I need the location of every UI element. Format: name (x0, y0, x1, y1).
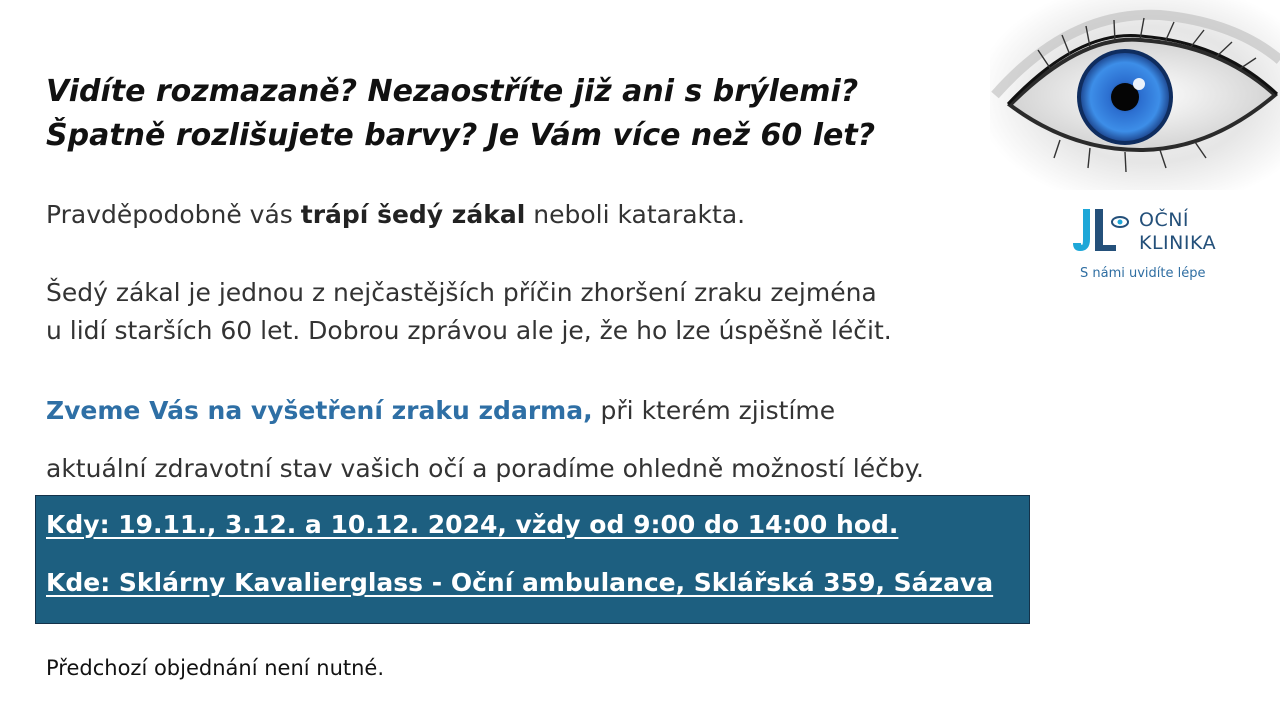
logo-text-line-2: KLINIKA (1139, 232, 1217, 254)
headline-line-1: Vidíte rozmazaně? Nezaostříte již ani s brýlemi? (46, 74, 859, 109)
cataract-info-paragraph (46, 274, 892, 350)
event-info-box (35, 495, 1030, 624)
blue-eye-photo (990, 0, 1280, 190)
no-appointment-note: Předchozí objednání není nutné. (46, 656, 385, 680)
invitation-rest: při kterém zjistíme (592, 396, 836, 425)
event-when: Kdy: 19.11., 3.12. a 10.12. 2024, vždy od 9:00 do 14:00 hod. (46, 510, 899, 539)
invitation-line-1 (46, 392, 835, 430)
invitation-line-2: aktuální zdravotní stav vašich očí a poradíme ohledně možností léčby. (46, 454, 924, 483)
cataract-text-post: neboli katarakta. (525, 200, 746, 229)
clinic-tagline: S námi uvidíte lépe (1080, 266, 1206, 281)
invitation-highlight: Zveme Vás na vyšetření zraku zdarma, (46, 396, 593, 425)
headline (46, 70, 966, 158)
cataract-paragraph (46, 196, 745, 234)
clinic-logo (1072, 207, 1242, 257)
cataract-info-line-1: Šedý zákal je jednou z nejčastějších příčin zhoršení zraku zejména (46, 278, 877, 307)
jl-monogram-eye-icon (1072, 207, 1130, 253)
event-where: Kde: Sklárny Kavalierglass - Oční ambulance, Sklářská 359, Sázava (46, 568, 994, 597)
cataract-text-pre: Pravděpodobně vás (46, 200, 301, 229)
cataract-text-bold: trápí šedý zákal (300, 200, 526, 229)
logo-text-line-1: OČNÍ (1139, 209, 1190, 231)
headline-line-2: Špatně rozlišujete barvy? Je Vám více než 60 let? (46, 118, 876, 153)
cataract-info-line-2: u lidí starších 60 let. Dobrou zprávou ale je, že ho lze úspěšně léčit. (46, 316, 892, 345)
